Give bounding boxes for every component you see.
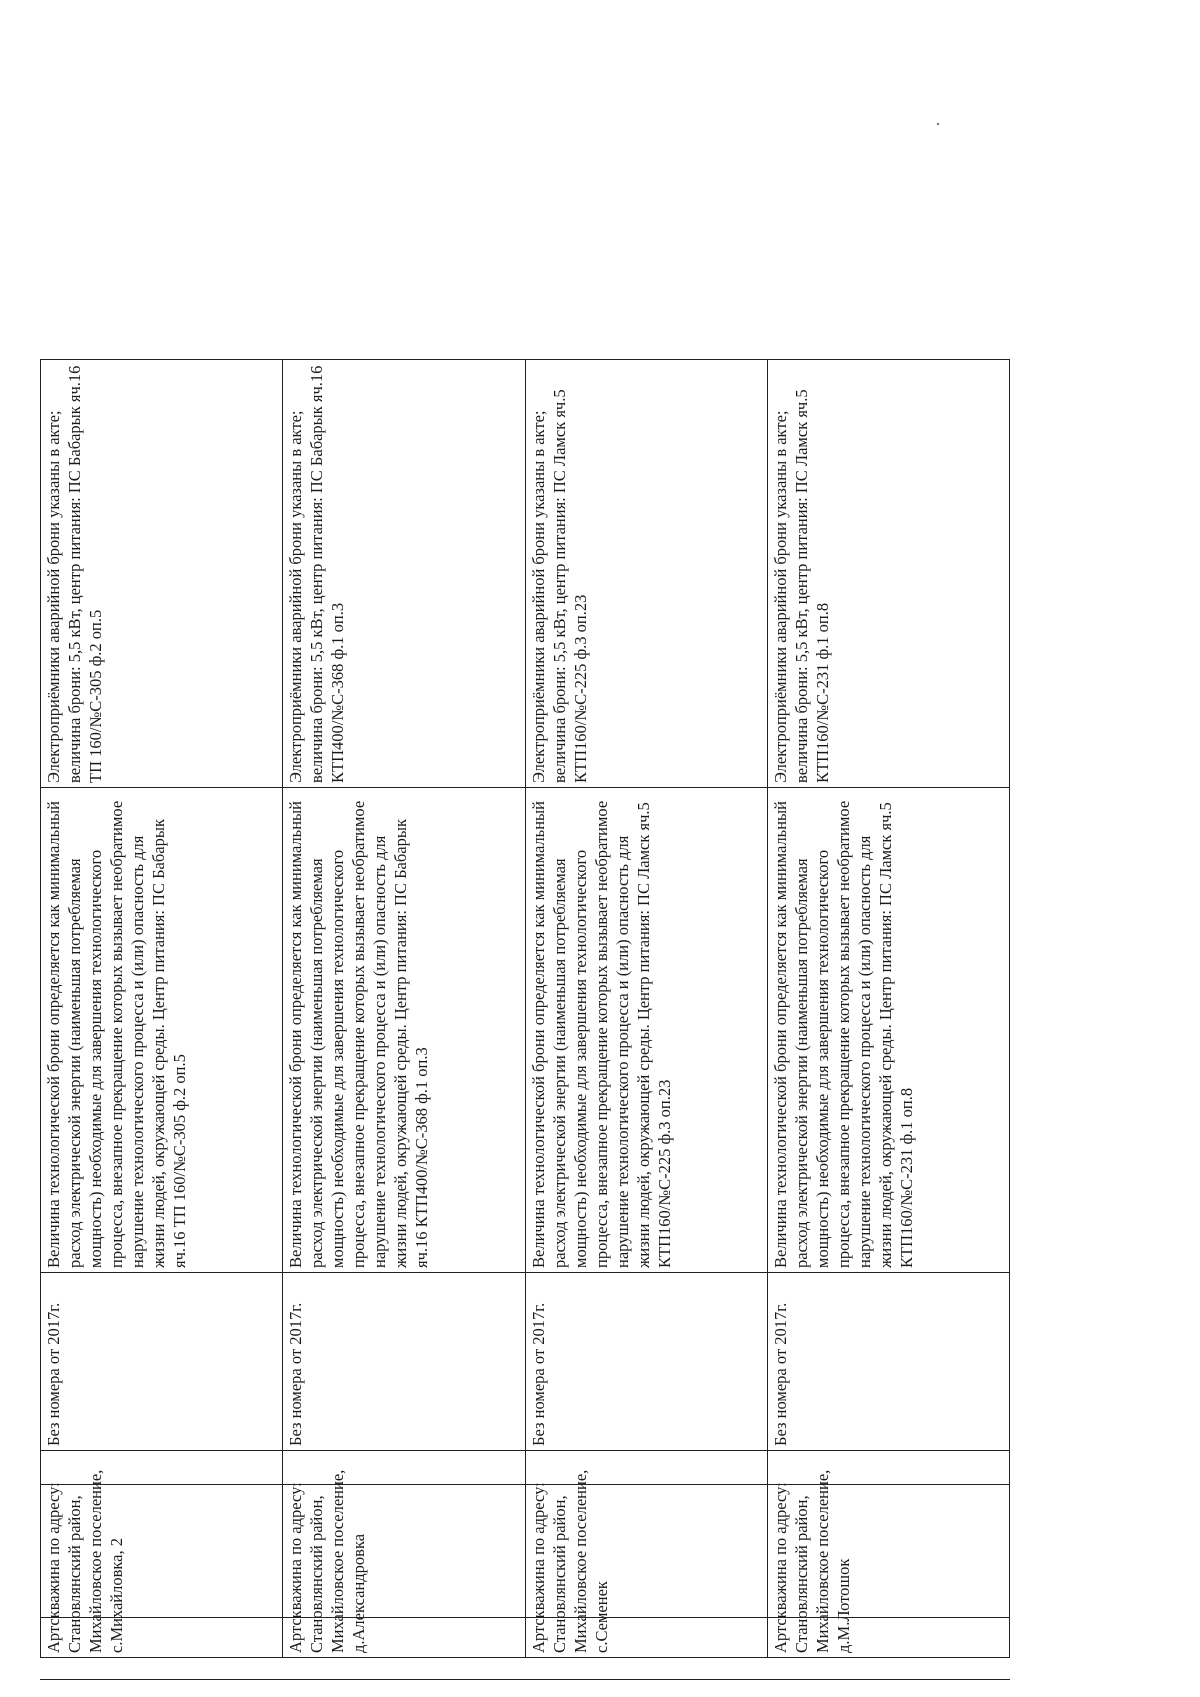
technological-reserve-cell: Величина технологической брони определяется как минимальный расход электрической энергии (наименьшая потребляемая мощность) необходимые для завершения технологического процесса, внезапное прекращение которых вызывает необратимое нарушение технологического процесса и (или) опасность для жизни людей, окружающей среды. Центр питания: ПС Бабарык яч.16 ТП 160/№С-305 ф.2 оп.5 — [41, 788, 283, 1273]
table-row — [767, 360, 1009, 1658]
table-row — [41, 360, 283, 1658]
object-address-cell: Артскважина по адресу: Становлянский район, Михайловское поселение, с.Семенек — [525, 1451, 767, 1658]
emergency-reserve-cell: Электроприёмники аварийной брони указаны в акте; величина брони: 5,5 кВт, центр питания: ПС Бабарык яч.16 КТП400/№С-368 ф.1 оп.3 — [283, 360, 525, 788]
signature-line — [40, 1484, 1010, 1485]
act-cell: Без номера от 2017г. — [283, 1273, 525, 1451]
signature-line — [40, 1679, 1010, 1680]
act-cell: Без номера от 2017г. — [767, 1273, 1009, 1451]
technological-reserve-cell: Величина технологической брони определяется как минимальный расход электрической энергии (наименьшая потребляемая мощность) необходимые для завершения технологического процесса, внезапное прекращение которых вызывает необратимое нарушение технологического процесса и (или) опасность для жизни людей, окружающей среды. Центр питания: ПС Бабарык яч.16 КТП400/№С-368 ф.1 оп.3 — [283, 788, 525, 1273]
act-cell: Без номера от 2017г. — [525, 1273, 767, 1451]
scan-speck — [937, 123, 939, 125]
emergency-reserve-cell: Электроприёмники аварийной брони указаны в акте; величина брони: 5,5 кВт, центр питания: ПС Бабарык яч.16 ТП 160/№С-305 ф.2 оп.5 — [41, 360, 283, 788]
reserve-table — [40, 359, 1010, 1658]
emergency-reserve-cell: Электроприёмники аварийной брони указаны в акте; величина брони: 5,5 кВт, центр питания: ПС Ламск яч.5 КТП160/№С-225 ф.3 оп.23 — [525, 360, 767, 788]
technological-reserve-cell: Величина технологической брони определяется как минимальный расход электрической энергии (наименьшая потребляемая мощность) необходимые для завершения технологического процесса, внезапное прекращение которых вызывает необратимое нарушение технологического процесса и (или) опасность для жизни людей, окружающей среды. Центр питания: ПС Ламск яч.5 КТП160/№С-231 ф.1 оп.8 — [767, 788, 1009, 1273]
technological-reserve-cell: Величина технологической брони определяется как минимальный расход электрической энергии (наименьшая потребляемая мощность) необходимые для завершения технологического процесса, внезапное прекращение которых вызывает необратимое нарушение технологического процесса и (или) опасность для жизни людей, окружающей среды. Центр питания: ПС Ламск яч.5 КТП160/№С-225 ф.3 оп.23 — [525, 788, 767, 1273]
table-row — [283, 360, 525, 1658]
object-address-cell: Артскважина по адресу: Становлянский район, Михайловское поселение, д.М.Лотошок — [767, 1451, 1009, 1658]
rotated-table-container — [40, 360, 1010, 1658]
act-cell: Без номера от 2017г. — [41, 1273, 283, 1451]
emergency-reserve-cell: Электроприёмники аварийной брони указаны в акте; величина брони: 5,5 кВт, центр питания: ПС Ламск яч.5 КТП160/№С-231 ф.1 оп.8 — [767, 360, 1009, 788]
object-address-cell: Артскважина по адресу: Становлянский район, Михайловское поселение, с.Михайловка, 2 — [41, 1451, 283, 1658]
signature-line — [40, 1617, 1010, 1618]
object-address-cell: Артскважина по адресу: Становлянский район, Михайловское поселение, д.Александровка — [283, 1451, 525, 1658]
table-row — [525, 360, 767, 1658]
